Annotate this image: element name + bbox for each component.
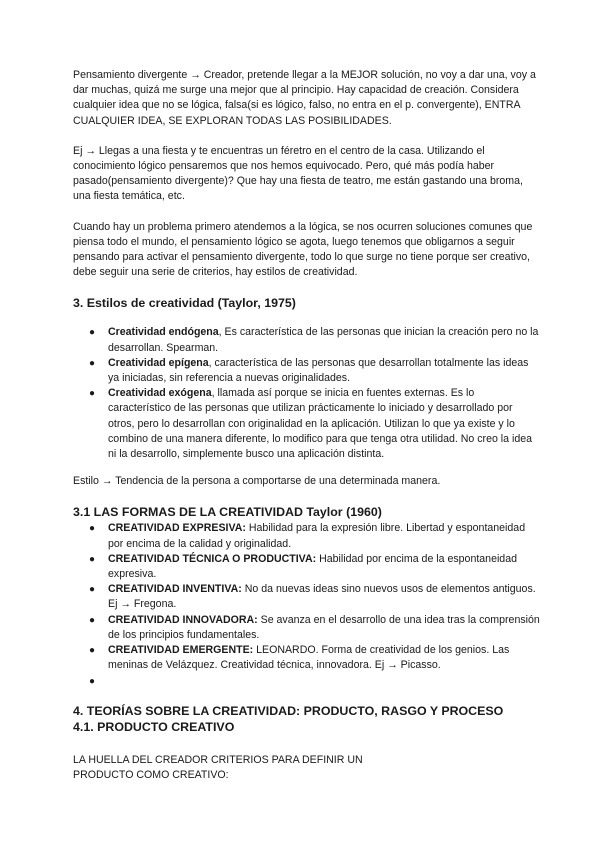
- paragraph-divergent-thinking: Pensamiento divergente → Creador, pretende llegar a la MEJOR solución, no voy a dar una, voy a dar muchas, quizá me surge una mejor que al principio. Hay capacidad de creación. Considera cualquier idea que no se lógica, falsa(si es lógico, falso, no entra en el p. convergente), ENTRA CUALQUIER IDEA, SE EXPLORAN TODAS LAS POSIBILIDADES.: [73, 69, 536, 127]
- term-label: Creatividad exógena: [108, 387, 212, 400]
- term-label: CREATIVIDAD EMERGENTE:: [108, 644, 254, 657]
- bullet-icon: ●: [89, 327, 96, 339]
- term-label: Creatividad epígena: [108, 356, 209, 369]
- term-description: No da nuevas ideas sino nuevos usos de elementos antiguos. Ej → Fregona.: [108, 583, 536, 611]
- list-item-empty: [73, 674, 540, 689]
- creativity-forms-list: [73, 521, 540, 688]
- bullet-icon: ●: [89, 523, 96, 535]
- term-description: Habilidad para la expresión libre. Libertad y espontaneidad por encima de la calidad y originalidad.: [108, 522, 526, 550]
- bullet-icon: ●: [89, 388, 96, 400]
- term-description: , llamada así porque se inicia en fuentes externas. Es lo característico de las personas que utilizan prácticamente lo iniciado y desarrollado por otros, pero lo desarrollan con originalidad en la aplicación. Utilizan lo que ya existe y lo combino de una manera diferente, lo modifico para que tenga otra utilidad. No creo la idea ni la desarrollo, simplemente busco una aplicación distinta.: [108, 387, 533, 461]
- paragraph-creator-footprint: LA HUELLA DEL CREADOR CRITERIOS PARA DEFINIR UN PRODUCTO COMO CREATIVO:: [73, 753, 363, 781]
- heading-creativity-styles: 3. Estilos de creatividad (Taylor, 1975): [73, 296, 296, 311]
- term-description: LEONARDO. Forma de creatividad de los genios. Las meninas de Velázquez. Creatividad técnica, innovadora. Ej → Picasso.: [108, 644, 510, 672]
- list-item: [73, 643, 540, 673]
- heading-creativity-forms: 3.1 LAS FORMAS DE LA CREATIVIDAD Taylor (1960): [73, 505, 382, 520]
- list-item: [73, 613, 540, 643]
- bullet-icon: ●: [89, 584, 96, 596]
- term-description: , característica de las personas que desarrollan totalmente las ideas ya iniciadas, sin referencia a nuevas originalidades.: [108, 356, 529, 385]
- heading-creative-product: 4.1. PRODUCTO CREATIVO: [73, 719, 235, 734]
- list-item: [73, 552, 540, 582]
- list-item: [73, 582, 540, 612]
- bullet-icon: ●: [89, 553, 96, 565]
- bullet-icon: ●: [89, 645, 96, 657]
- term-label: CREATIVIDAD TÉCNICA O PRODUCTIVA:: [108, 552, 317, 565]
- paragraph-logic-problem: Cuando hay un problema primero atendemos a la lógica, se nos ocurren soluciones comunes que piensa todo el mundo, el pensamiento lógico se agota, luego tenemos que obligarnos a seguir pensando para activar el pensamiento divergente, todo lo que surge no tiene porque ser creativo, debe seguir una serie de criterios, hay estilos de creatividad.: [73, 220, 533, 279]
- term-label: CREATIVIDAD INVENTIVA:: [108, 583, 242, 596]
- heading-creativity-theories: 4. TEORÍAS SOBRE LA CREATIVIDAD: PRODUCTO, RASGO Y PROCESO: [73, 703, 504, 718]
- bullet-icon: ●: [89, 675, 96, 687]
- term-label: Creatividad endógena: [108, 326, 219, 339]
- creativity-styles-list: [73, 325, 540, 462]
- bullet-icon: ●: [89, 614, 96, 626]
- term-description: , Es característica de las personas que inician la creación pero no la desarrollan. Spearman.: [108, 326, 539, 354]
- paragraph-style-definition: Estilo → Tendencia de la persona a comportarse de una determinada manera.: [73, 475, 441, 488]
- term-description: Se avanza en el desarrollo de una idea tras la comprensión de los principios fundamentales.: [108, 613, 540, 641]
- term-label: CREATIVIDAD INNOVADORA:: [108, 613, 258, 626]
- term-label: CREATIVIDAD EXPRESIVA:: [108, 522, 246, 535]
- list-item: [73, 356, 540, 386]
- list-item: [73, 386, 540, 462]
- list-item: [73, 521, 540, 551]
- bullet-icon: ●: [89, 357, 96, 369]
- term-description: Habilidad por encima de la espontaneidad expresiva.: [108, 552, 517, 581]
- list-item: [73, 325, 540, 355]
- paragraph-example-party: Ej → Llegas a una fiesta y te encuentras un féretro en el centro de la casa. Utilizando el conocimiento lógico pensaremos que nos hemos equivocado. Pero, qué más podía haber pasado(pensamiento divergente)? Que hay una fiesta de teatro, me están gastando una broma, una fiesta temática, etc.: [73, 144, 523, 203]
